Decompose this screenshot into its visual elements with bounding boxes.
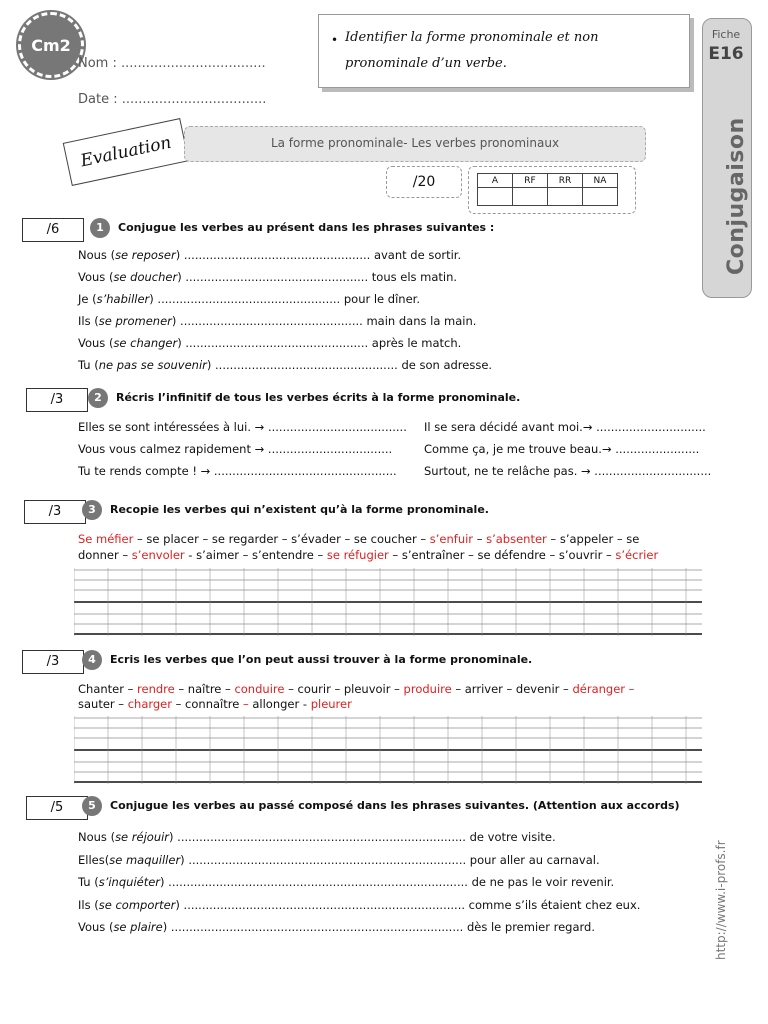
verb-token: Chanter – xyxy=(78,682,138,696)
ex3-verbs-line1 xyxy=(78,532,639,546)
page-title: La forme pronominale- Les verbes pronominaux xyxy=(270,136,560,150)
ex1-line[interactable]: Vous (se changer) .................................................. après le match. xyxy=(78,336,462,350)
ex4-mark: /3 xyxy=(22,650,84,674)
ex2-right-line[interactable]: Comme ça, je me trouve beau.→ ....................... xyxy=(424,442,700,456)
ex2-left-line[interactable]: Vous vous calmez rapidement → .................................. xyxy=(78,442,393,456)
grade-a: A xyxy=(478,174,513,188)
verb-token: – se placer – se regarder – s’évader – se coucher – xyxy=(133,532,430,546)
date-label: Date : xyxy=(78,92,118,107)
ex2-right-line[interactable]: Surtout, ne te relâche pas. → ................................ xyxy=(424,464,712,478)
ex5-line[interactable]: Tu (s’inquiéter) .................................................................................. de ne pas le voir revenir. xyxy=(78,875,615,889)
verb-token: conduire xyxy=(234,682,285,696)
ex5-line[interactable]: Ils (se comporter) ............................................................................. comme s’ils étaient chez eux. xyxy=(78,897,641,912)
objective-text: Identifier la forme pronominale et non pronominale d’un verbe. xyxy=(345,30,599,71)
grade-a-cell[interactable] xyxy=(478,188,513,206)
nom-label: Nom : xyxy=(78,56,117,71)
ex5-lines xyxy=(78,830,640,934)
date-field[interactable] xyxy=(78,92,266,107)
ex4-writing-lines[interactable] xyxy=(74,716,702,784)
verb-token: sauter – xyxy=(78,697,128,711)
verb-token: donner – xyxy=(78,548,132,562)
evaluation-logo xyxy=(63,118,190,186)
verb-token: se réfugier xyxy=(326,548,389,562)
verb-token: pleurer xyxy=(310,697,352,711)
grade-rr: RR xyxy=(548,174,583,188)
ex5-line[interactable]: Elles(se maquiller) ............................................................................ pour aller au carnaval. xyxy=(78,852,600,867)
evaluation-logo-text: Evaluation xyxy=(78,132,174,172)
verb-token: produire xyxy=(403,682,452,696)
total-score: /20 xyxy=(412,174,436,190)
ex4-number: 4 xyxy=(82,650,102,670)
ex3-mark: /3 xyxy=(24,500,86,524)
objective-bullet: • xyxy=(331,33,339,47)
ex1-mark: /6 xyxy=(22,218,84,242)
subject-text: Conjugaison xyxy=(724,117,749,275)
verb-token: s’absenter xyxy=(486,532,547,546)
date-dots: ................................... xyxy=(121,92,267,107)
level-badge xyxy=(18,12,84,78)
total-score-box xyxy=(386,166,462,198)
ex3-verbs-line2 xyxy=(78,548,658,562)
ex2-number: 2 xyxy=(88,388,108,408)
ex4-verbs-line1 xyxy=(78,682,634,696)
verb-token: déranger – xyxy=(572,682,635,696)
verb-token: – courir – pleuvoir – xyxy=(284,682,404,696)
grading-table xyxy=(468,166,636,214)
ex1-line[interactable]: Ils (se promener) .................................................. main dans la main. xyxy=(78,314,477,328)
verb-token: – connaître xyxy=(172,697,243,711)
ex5-line[interactable]: Nous (se réjouir) ............................................................................... de votre visite. xyxy=(78,830,556,844)
source-url xyxy=(712,810,732,970)
fiche-label: Fiche xyxy=(711,28,741,41)
verb-token: rendre xyxy=(137,682,175,696)
verb-token: charger xyxy=(127,697,172,711)
grade-na-cell[interactable] xyxy=(583,188,618,206)
verb-token: – xyxy=(242,697,249,711)
ex5-mark: /5 xyxy=(26,796,88,820)
ex5-number: 5 xyxy=(82,796,102,816)
ex5-instruction: Conjugue les verbes au passé composé dans les phrases suivantes. (Attention aux accords) xyxy=(110,799,680,812)
nom-dots: ................................... xyxy=(121,56,266,71)
grade-rf: RF xyxy=(513,174,548,188)
nom-field[interactable] xyxy=(78,56,266,71)
verb-token: s’écrier xyxy=(615,548,659,562)
verb-token: s’enfuir xyxy=(429,532,474,546)
ex3-number: 3 xyxy=(82,500,102,520)
verb-token: – s’appeler – se xyxy=(546,532,640,546)
ex2-left-column xyxy=(78,420,407,478)
ex2-mark: /3 xyxy=(26,388,88,412)
grade-na: NA xyxy=(583,174,618,188)
ex2-instruction: Récris l’infinitif de tous les verbes écrits à la forme pronominale. xyxy=(116,391,521,404)
grade-rr-cell[interactable] xyxy=(548,188,583,206)
ex2-left-line[interactable]: Elles se sont intéressées à lui. → ...................................... xyxy=(78,420,407,434)
ex3-instruction: Recopie les verbes qui n’existent qu’à la forme pronominale. xyxy=(110,503,489,516)
ex1-line[interactable]: Vous (se doucher) .................................................. tous els matin. xyxy=(78,270,458,284)
ex2-right-line[interactable]: Il se sera décidé avant moi.→ .............................. xyxy=(424,420,706,434)
verb-token: s’envoler xyxy=(131,548,185,562)
fiche-code: E16 xyxy=(708,44,744,64)
ex1-line[interactable]: Tu (ne pas se souvenir) .................................................. de son adresse. xyxy=(78,358,493,372)
source-url-text: http://www.i-profs.fr xyxy=(714,840,728,960)
ex1-instruction: Conjugue les verbes au présent dans les phrases suivantes : xyxy=(118,221,495,234)
verb-token: – xyxy=(473,532,487,546)
ex5-line[interactable]: Vous (se plaire) ................................................................................ dès le premier regard. xyxy=(78,920,595,934)
ex4-instruction: Ecris les verbes que l’on peut aussi trouver à la forme pronominale. xyxy=(110,653,533,666)
grade-rf-cell[interactable] xyxy=(513,188,548,206)
ex1-lines xyxy=(78,248,492,372)
verb-token: allonger - xyxy=(248,697,311,711)
level-text: Cm2 xyxy=(31,35,71,55)
ex3-writing-lines[interactable] xyxy=(74,568,702,636)
ex1-number: 1 xyxy=(90,218,110,238)
ex2-left-line[interactable]: Tu te rends compte ! → .................................................. xyxy=(78,464,397,478)
verb-token: - s’aimer – s’entendre – xyxy=(184,548,327,562)
objective-box xyxy=(318,14,690,88)
ex1-line[interactable]: Nous (se reposer) ................................................... avant de sortir. xyxy=(78,248,462,262)
verb-token: – s’entraîner – se défendre – s’ouvrir – xyxy=(388,548,616,562)
verb-token: – naître – xyxy=(174,682,235,696)
verb-token: Se méfier xyxy=(78,532,134,546)
ex2-right-column xyxy=(424,420,711,478)
ex1-line[interactable]: Je (s’habiller) .................................................. pour le dîner. xyxy=(78,292,420,306)
ex4-verbs-line2 xyxy=(78,697,352,711)
title-bar xyxy=(184,126,646,162)
subject-vertical xyxy=(700,117,750,290)
verb-token: – arriver – devenir – xyxy=(451,682,573,696)
